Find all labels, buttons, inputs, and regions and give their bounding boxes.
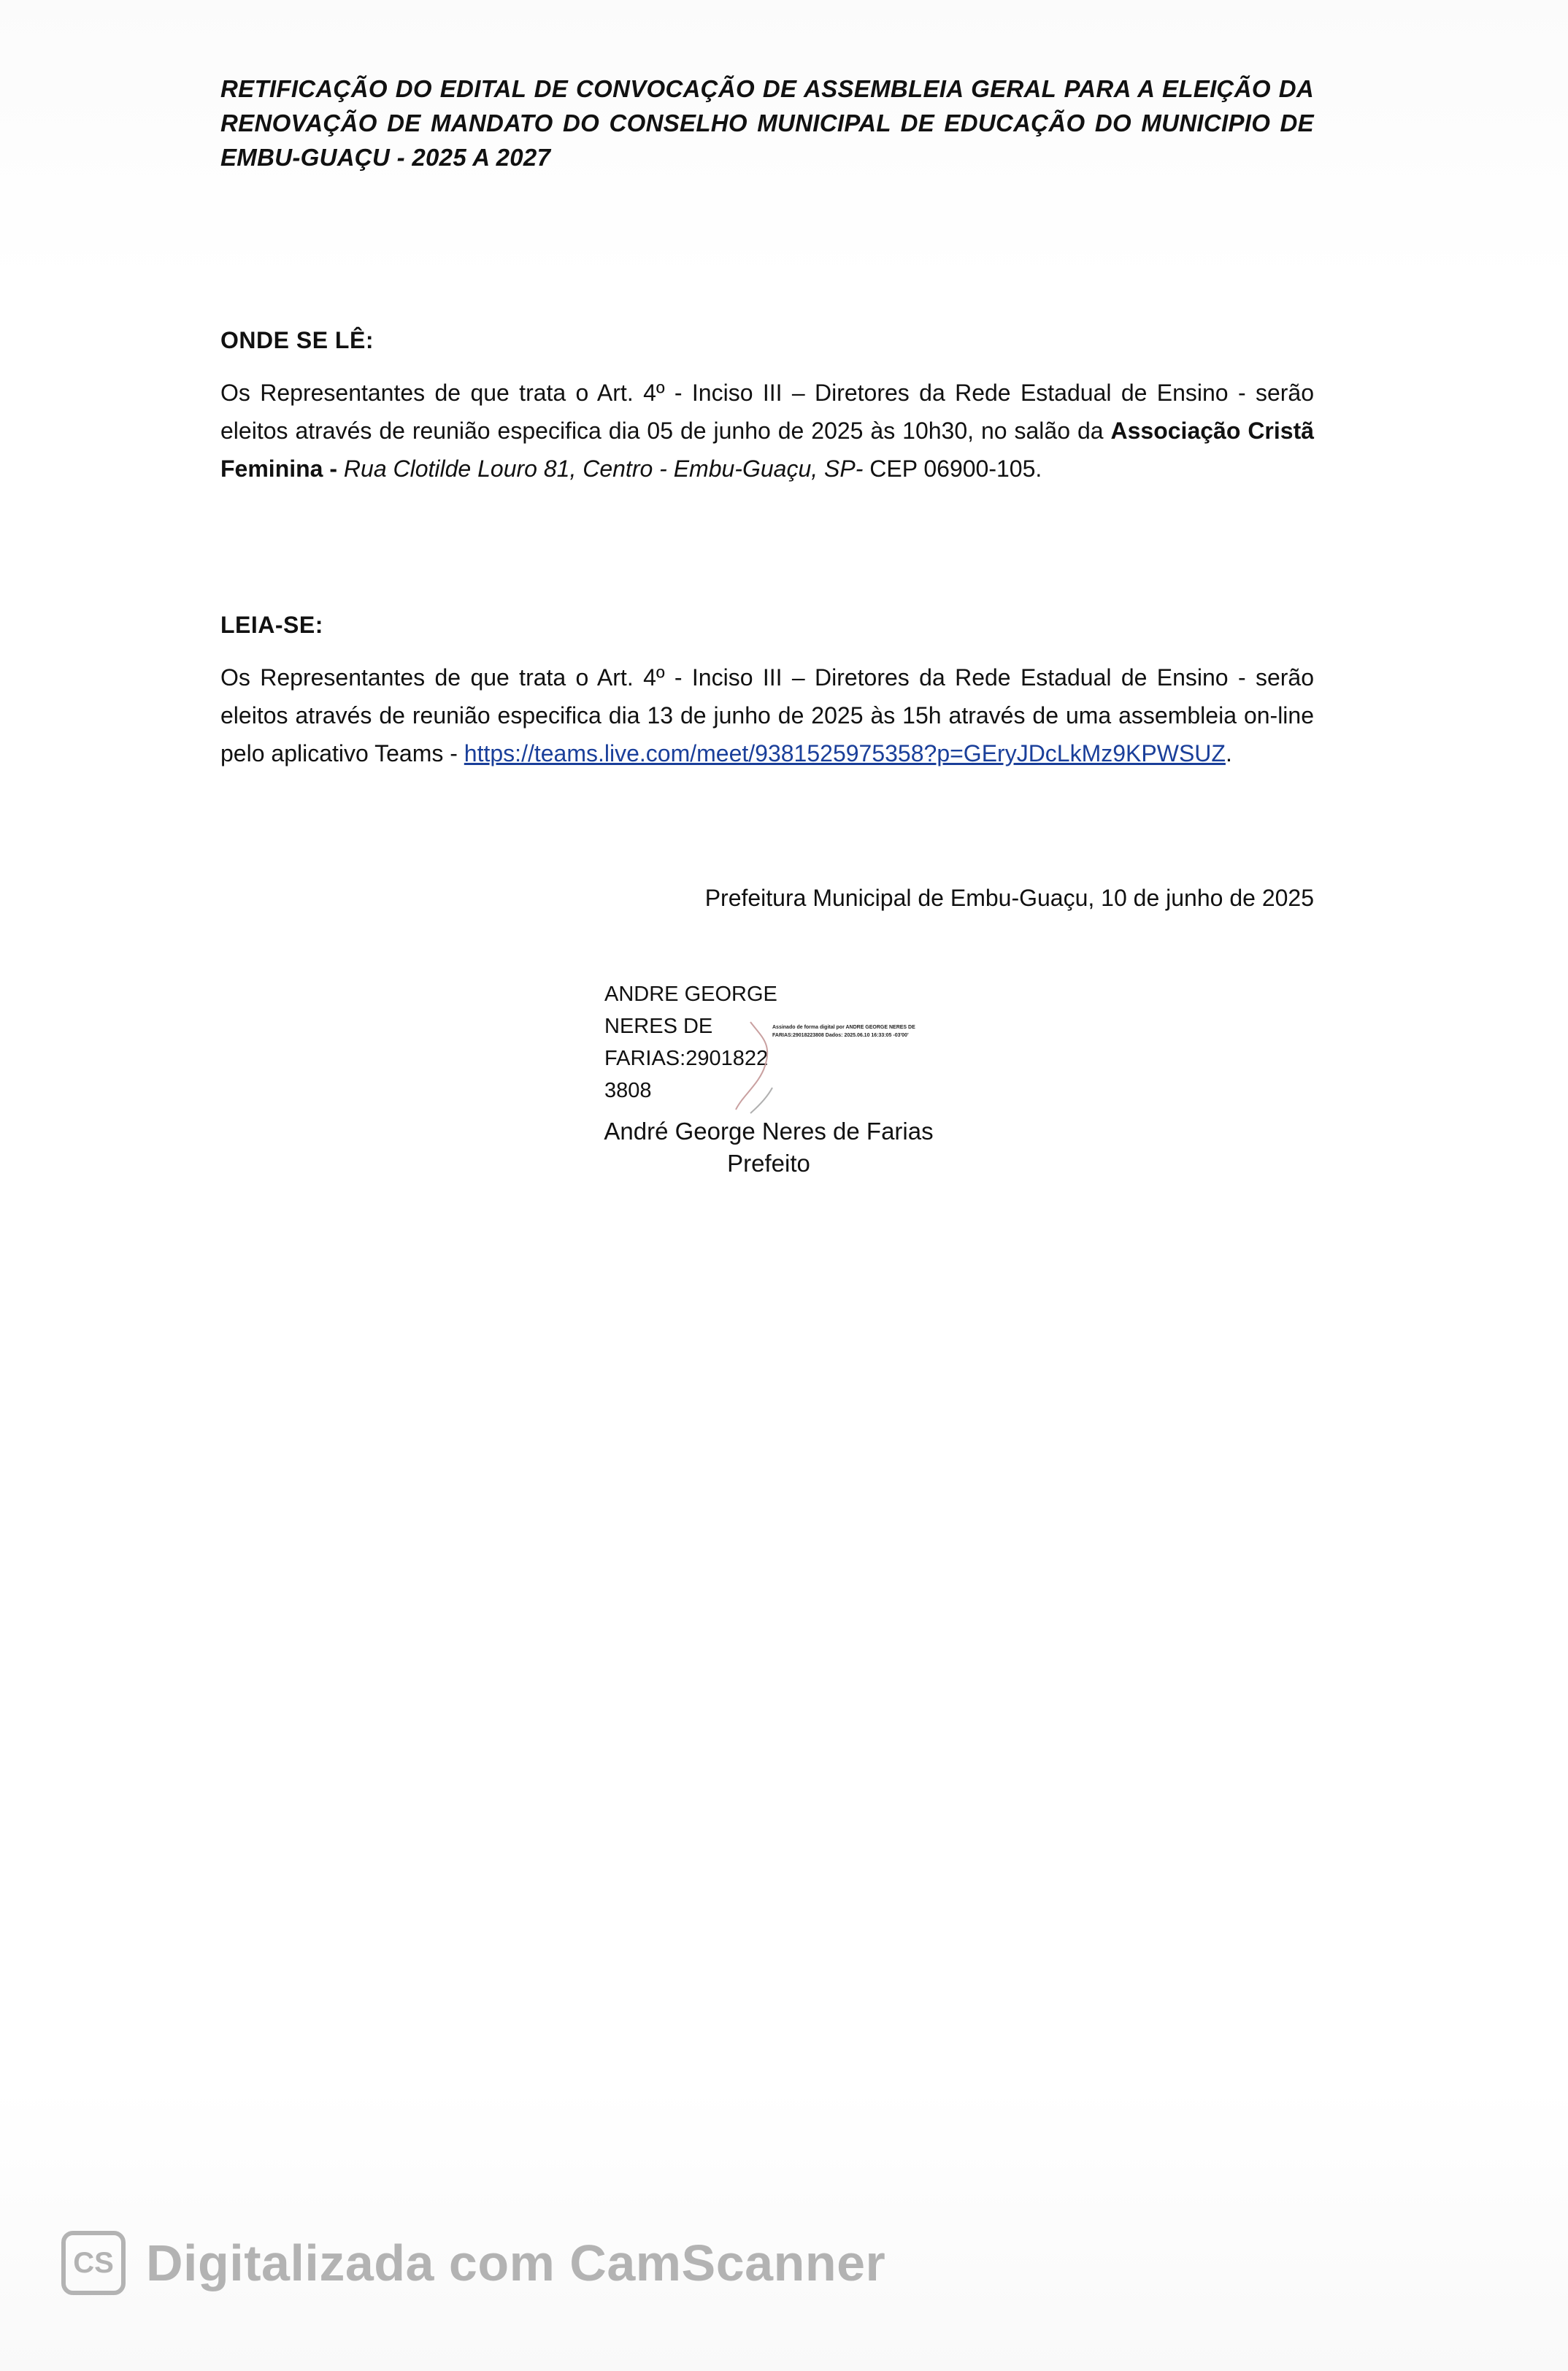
onde-text-2: CEP 06900-105. xyxy=(869,456,1042,482)
onde-italic-text: Rua Clotilde Louro 81, Centro - Embu-Guaçu, SP- xyxy=(343,456,864,482)
signer-name: André George Neres de Farias xyxy=(604,1118,934,1145)
dateline: Prefeitura Municipal de Embu-Guaçu, 10 de junho de 2025 xyxy=(704,885,1314,911)
leia-text-end: . xyxy=(1225,740,1232,766)
leia-se-paragraph xyxy=(220,658,1314,772)
onde-text-1: Os Representantes de que trata o Art. 4º - Inciso III – Diretores da Rede Estadual de Ensino - serão eleitos através de reunião especifica dia 05 de junho de 2025 às 10h30, no salão da xyxy=(220,380,1314,444)
signer-role: Prefeito xyxy=(727,1150,810,1177)
digital-signature-name: ANDRE GEORGE NERES DE FARIAS:2901822 3808 xyxy=(604,983,777,1102)
digital-signature-block xyxy=(604,978,984,1117)
teams-meeting-link[interactable]: https://teams.live.com/meet/9381525975358?p=GEryJDcLkMz9KPWSUZ xyxy=(464,740,1226,766)
onde-se-le-heading: ONDE SE LÊ: xyxy=(220,327,374,353)
signer-block xyxy=(597,1115,940,1180)
leia-se-heading: LEIA-SE: xyxy=(220,612,323,638)
leia-text-1: Os Representantes de que trata o Art. 4º - Inciso III – Diretores da Rede Estadual de Ensino - serão eleitos através de reunião especifica dia 13 de junho de 2025 às 15h através de uma assembleia on-line pelo aplicativo Teams - xyxy=(220,664,1314,766)
camscanner-watermark xyxy=(61,2226,885,2299)
onde-se-le-paragraph xyxy=(220,374,1314,488)
camscanner-text: Digitalizada com CamScanner xyxy=(146,2234,886,2291)
onde-bold-text: Associação Cristã Feminina - xyxy=(220,418,1315,482)
digital-signature-meta: Assinado de forma digital por ANDRE GEORGE NERES DE FARIAS:29018223808 Dados: 2025.06.10 16:33:05 -03'00' xyxy=(772,1025,915,1038)
camscanner-logo-icon: CS xyxy=(61,2231,126,2295)
document-title: RETIFICAÇÃO DO EDITAL DE CONVOCAÇÃO DE ASSEMBLEIA GERAL PARA A ELEIÇÃO DA RENOVAÇÃO DE MANDATO DO CONSELHO MUNICIPAL DE EDUCAÇÃO DO MUNICIPIO DE EMBU-GUAÇU - 2025 A 2027 xyxy=(220,75,1314,171)
